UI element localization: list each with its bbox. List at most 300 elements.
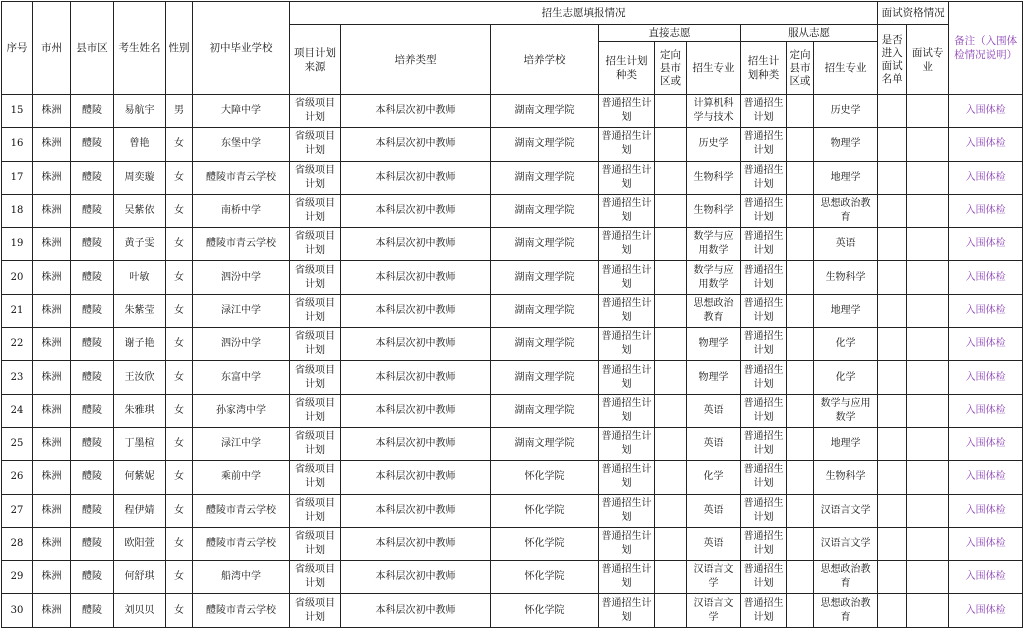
cell-oriented-county <box>655 194 687 227</box>
cell-in-interview-list <box>878 294 907 327</box>
cell-remark: 入围体检 <box>949 128 1023 161</box>
cell-seq: 26 <box>2 461 33 494</box>
cell-in-interview-list <box>878 128 907 161</box>
cell-major: 历史学 <box>687 128 741 161</box>
cell-remark: 入围体检 <box>949 494 1023 527</box>
cell-obey-major: 数学与应用数学 <box>814 394 878 427</box>
table-row <box>2 261 1023 294</box>
cell-obey-plan-type: 普通招生计划 <box>741 394 787 427</box>
table-row <box>2 461 1023 494</box>
cell-project-source: 省级项目计划 <box>290 294 341 327</box>
cell-training-type: 本科层次初中教师 <box>341 95 491 128</box>
cell-obey-major: 地理学 <box>814 161 878 194</box>
cell-city: 株洲 <box>33 294 71 327</box>
header-training-type: 培养类型 <box>341 25 491 95</box>
cell-school: 东富中学 <box>193 361 290 394</box>
header-county: 县市区 <box>71 2 114 95</box>
cell-major: 生物科学 <box>687 194 741 227</box>
cell-major: 汉语言文学 <box>687 594 741 627</box>
cell-obey-oriented-county <box>787 394 814 427</box>
cell-interview-major <box>907 294 949 327</box>
cell-project-source: 省级项目计划 <box>290 594 341 627</box>
cell-city: 株洲 <box>33 494 71 527</box>
cell-plan-type: 普通招生计划 <box>599 361 655 394</box>
cell-gender: 女 <box>166 361 193 394</box>
table-row <box>2 361 1023 394</box>
cell-seq: 30 <box>2 594 33 627</box>
cell-plan-type: 普通招生计划 <box>599 294 655 327</box>
cell-obey-major: 汉语言文学 <box>814 494 878 527</box>
cell-gender: 女 <box>166 194 193 227</box>
cell-seq: 27 <box>2 494 33 527</box>
cell-obey-major: 历史学 <box>814 95 878 128</box>
cell-oriented-county <box>655 461 687 494</box>
cell-in-interview-list <box>878 527 907 560</box>
cell-project-source: 省级项目计划 <box>290 161 341 194</box>
cell-project-source: 省级项目计划 <box>290 561 341 594</box>
cell-oriented-county <box>655 527 687 560</box>
cell-name: 谢子艳 <box>114 328 166 361</box>
cell-remark: 入围体检 <box>949 394 1023 427</box>
cell-name: 程伊婧 <box>114 494 166 527</box>
cell-in-interview-list <box>878 228 907 261</box>
cell-training-type: 本科层次初中教师 <box>341 527 491 560</box>
cell-plan-type: 普通招生计划 <box>599 328 655 361</box>
cell-gender: 女 <box>166 228 193 261</box>
table-body <box>2 95 1023 628</box>
cell-training-school: 湖南文理学院 <box>491 394 599 427</box>
cell-county: 醴陵 <box>71 128 114 161</box>
cell-in-interview-list <box>878 427 907 460</box>
cell-in-interview-list <box>878 261 907 294</box>
cell-training-type: 本科层次初中教师 <box>341 594 491 627</box>
cell-training-school: 怀化学院 <box>491 461 599 494</box>
cell-training-type: 本科层次初中教师 <box>341 328 491 361</box>
cell-in-interview-list <box>878 394 907 427</box>
cell-project-source: 省级项目计划 <box>290 427 341 460</box>
cell-training-school: 湖南文理学院 <box>491 427 599 460</box>
header-obey-oriented-county: 定向县市区或 <box>787 42 814 95</box>
cell-name: 何紫妮 <box>114 461 166 494</box>
cell-county: 醴陵 <box>71 394 114 427</box>
cell-school: 醴陵市青云学校 <box>193 228 290 261</box>
cell-interview-major <box>907 261 949 294</box>
cell-project-source: 省级项目计划 <box>290 494 341 527</box>
table-row <box>2 527 1023 560</box>
cell-major: 物理学 <box>687 361 741 394</box>
cell-oriented-county <box>655 261 687 294</box>
header-gender: 性别 <box>166 2 193 95</box>
cell-seq: 16 <box>2 128 33 161</box>
cell-interview-major <box>907 561 949 594</box>
cell-obey-plan-type: 普通招生计划 <box>741 427 787 460</box>
cell-project-source: 省级项目计划 <box>290 261 341 294</box>
cell-training-school: 湖南文理学院 <box>491 228 599 261</box>
cell-training-school: 怀化学院 <box>491 527 599 560</box>
cell-county: 醴陵 <box>71 361 114 394</box>
cell-seq: 17 <box>2 161 33 194</box>
header-project-source: 项目计划来源 <box>290 25 341 95</box>
header-application-group: 招生志愿填报情况 <box>290 2 878 25</box>
cell-county: 醴陵 <box>71 294 114 327</box>
cell-obey-plan-type: 普通招生计划 <box>741 494 787 527</box>
cell-in-interview-list <box>878 95 907 128</box>
cell-training-type: 本科层次初中教师 <box>341 427 491 460</box>
cell-interview-major <box>907 394 949 427</box>
cell-oriented-county <box>655 228 687 261</box>
admission-table <box>1 1 1023 628</box>
cell-remark: 入围体检 <box>949 161 1023 194</box>
cell-city: 株洲 <box>33 128 71 161</box>
cell-gender: 女 <box>166 328 193 361</box>
cell-project-source: 省级项目计划 <box>290 128 341 161</box>
cell-county: 醴陵 <box>71 161 114 194</box>
cell-plan-type: 普通招生计划 <box>599 494 655 527</box>
cell-school: 船湾中学 <box>193 561 290 594</box>
cell-plan-type: 普通招生计划 <box>599 194 655 227</box>
cell-county: 醴陵 <box>71 527 114 560</box>
cell-name: 欧阳萱 <box>114 527 166 560</box>
cell-seq: 28 <box>2 527 33 560</box>
cell-interview-major <box>907 161 949 194</box>
cell-training-type: 本科层次初中教师 <box>341 494 491 527</box>
table-row <box>2 328 1023 361</box>
cell-obey-oriented-county <box>787 128 814 161</box>
cell-city: 株洲 <box>33 261 71 294</box>
cell-project-source: 省级项目计划 <box>290 95 341 128</box>
cell-remark: 入围体检 <box>949 527 1023 560</box>
cell-city: 株洲 <box>33 461 71 494</box>
header-training-school: 培养学校 <box>491 25 599 95</box>
cell-training-school: 怀化学院 <box>491 494 599 527</box>
header-school: 初中毕业学校 <box>193 2 290 95</box>
cell-seq: 24 <box>2 394 33 427</box>
cell-name: 曾艳 <box>114 128 166 161</box>
cell-in-interview-list <box>878 494 907 527</box>
cell-oriented-county <box>655 95 687 128</box>
cell-obey-plan-type: 普通招生计划 <box>741 228 787 261</box>
cell-training-type: 本科层次初中教师 <box>341 461 491 494</box>
cell-remark: 入围体检 <box>949 594 1023 627</box>
table-row <box>2 228 1023 261</box>
cell-county: 醴陵 <box>71 194 114 227</box>
cell-school: 乘前中学 <box>193 461 290 494</box>
cell-major: 思想政治教育 <box>687 294 741 327</box>
cell-gender: 女 <box>166 427 193 460</box>
header-in-interview-list: 是否进入面试名单 <box>878 25 907 95</box>
cell-gender: 女 <box>166 161 193 194</box>
table-row <box>2 294 1023 327</box>
cell-in-interview-list <box>878 561 907 594</box>
cell-interview-major <box>907 228 949 261</box>
cell-in-interview-list <box>878 461 907 494</box>
header-obey-group: 服从志愿 <box>741 25 878 42</box>
table-row <box>2 594 1023 627</box>
cell-obey-major: 地理学 <box>814 427 878 460</box>
cell-plan-type: 普通招生计划 <box>599 394 655 427</box>
cell-city: 株洲 <box>33 328 71 361</box>
cell-gender: 男 <box>166 95 193 128</box>
cell-major: 汉语言文学 <box>687 561 741 594</box>
cell-obey-oriented-county <box>787 194 814 227</box>
header-obey-plan-type: 招生计划种类 <box>741 42 787 95</box>
cell-name: 朱雅琪 <box>114 394 166 427</box>
cell-obey-oriented-county <box>787 95 814 128</box>
cell-gender: 女 <box>166 294 193 327</box>
cell-interview-major <box>907 95 949 128</box>
cell-project-source: 省级项目计划 <box>290 328 341 361</box>
cell-obey-major: 思想政治教育 <box>814 561 878 594</box>
cell-training-type: 本科层次初中教师 <box>341 294 491 327</box>
cell-name: 何舒琪 <box>114 561 166 594</box>
cell-remark: 入围体检 <box>949 228 1023 261</box>
cell-obey-plan-type: 普通招生计划 <box>741 561 787 594</box>
cell-gender: 女 <box>166 594 193 627</box>
cell-training-type: 本科层次初中教师 <box>341 194 491 227</box>
table-row <box>2 128 1023 161</box>
cell-seq: 21 <box>2 294 33 327</box>
cell-obey-oriented-county <box>787 261 814 294</box>
cell-in-interview-list <box>878 361 907 394</box>
cell-city: 株洲 <box>33 394 71 427</box>
cell-obey-major: 化学 <box>814 361 878 394</box>
cell-name: 王汝欣 <box>114 361 166 394</box>
cell-seq: 19 <box>2 228 33 261</box>
header-remark: 备注（入围体检情况说明） <box>949 2 1023 95</box>
table-row <box>2 194 1023 227</box>
cell-project-source: 省级项目计划 <box>290 194 341 227</box>
cell-training-type: 本科层次初中教师 <box>341 161 491 194</box>
cell-county: 醴陵 <box>71 95 114 128</box>
cell-obey-major: 英语 <box>814 228 878 261</box>
cell-gender: 女 <box>166 394 193 427</box>
cell-major: 英语 <box>687 527 741 560</box>
cell-project-source: 省级项目计划 <box>290 228 341 261</box>
table-row <box>2 161 1023 194</box>
cell-school: 孙家湾中学 <box>193 394 290 427</box>
cell-interview-major <box>907 194 949 227</box>
cell-obey-major: 思想政治教育 <box>814 194 878 227</box>
cell-county: 醴陵 <box>71 561 114 594</box>
cell-gender: 女 <box>166 527 193 560</box>
cell-obey-oriented-county <box>787 494 814 527</box>
cell-interview-major <box>907 594 949 627</box>
cell-obey-plan-type: 普通招生计划 <box>741 161 787 194</box>
header-major: 招生专业 <box>687 42 741 95</box>
cell-interview-major <box>907 494 949 527</box>
cell-obey-plan-type: 普通招生计划 <box>741 361 787 394</box>
cell-school: 醴陵市青云学校 <box>193 527 290 560</box>
header-plan-type: 招生计划种类 <box>599 42 655 95</box>
cell-county: 醴陵 <box>71 494 114 527</box>
cell-oriented-county <box>655 128 687 161</box>
table-row <box>2 394 1023 427</box>
header-oriented-county: 定向县市区或 <box>655 42 687 95</box>
cell-remark: 入围体检 <box>949 261 1023 294</box>
cell-training-school: 怀化学院 <box>491 594 599 627</box>
cell-obey-major: 化学 <box>814 328 878 361</box>
cell-seq: 18 <box>2 194 33 227</box>
cell-obey-oriented-county <box>787 527 814 560</box>
cell-oriented-county <box>655 361 687 394</box>
cell-training-type: 本科层次初中教师 <box>341 394 491 427</box>
cell-training-school: 怀化学院 <box>491 561 599 594</box>
cell-seq: 23 <box>2 361 33 394</box>
cell-training-type: 本科层次初中教师 <box>341 561 491 594</box>
cell-training-type: 本科层次初中教师 <box>341 361 491 394</box>
cell-county: 醴陵 <box>71 228 114 261</box>
table-row <box>2 427 1023 460</box>
cell-obey-major: 物理学 <box>814 128 878 161</box>
cell-gender: 女 <box>166 494 193 527</box>
cell-plan-type: 普通招生计划 <box>599 95 655 128</box>
cell-school: 东堡中学 <box>193 128 290 161</box>
cell-school: 大障中学 <box>193 95 290 128</box>
cell-name: 叶敏 <box>114 261 166 294</box>
cell-project-source: 省级项目计划 <box>290 461 341 494</box>
header-city: 市州 <box>33 2 71 95</box>
cell-seq: 29 <box>2 561 33 594</box>
cell-obey-major: 地理学 <box>814 294 878 327</box>
table-row <box>2 95 1023 128</box>
cell-school: 南桥中学 <box>193 194 290 227</box>
cell-interview-major <box>907 128 949 161</box>
header-interview-major: 面试专业 <box>907 25 949 95</box>
cell-city: 株洲 <box>33 161 71 194</box>
cell-county: 醴陵 <box>71 328 114 361</box>
cell-obey-plan-type: 普通招生计划 <box>741 328 787 361</box>
cell-city: 株洲 <box>33 594 71 627</box>
cell-name: 周奕璇 <box>114 161 166 194</box>
cell-name: 丁墨楦 <box>114 427 166 460</box>
cell-school: 泗汾中学 <box>193 328 290 361</box>
cell-in-interview-list <box>878 194 907 227</box>
cell-obey-oriented-county <box>787 228 814 261</box>
cell-training-school: 湖南文理学院 <box>491 361 599 394</box>
cell-seq: 22 <box>2 328 33 361</box>
cell-obey-oriented-county <box>787 328 814 361</box>
cell-city: 株洲 <box>33 95 71 128</box>
cell-oriented-county <box>655 394 687 427</box>
header-obey-major: 招生专业 <box>814 42 878 95</box>
cell-obey-plan-type: 普通招生计划 <box>741 95 787 128</box>
cell-gender: 女 <box>166 128 193 161</box>
cell-major: 英语 <box>687 494 741 527</box>
cell-project-source: 省级项目计划 <box>290 527 341 560</box>
table-row <box>2 494 1023 527</box>
cell-city: 株洲 <box>33 561 71 594</box>
cell-obey-plan-type: 普通招生计划 <box>741 261 787 294</box>
cell-remark: 入围体检 <box>949 561 1023 594</box>
cell-major: 英语 <box>687 394 741 427</box>
cell-obey-major: 生物科学 <box>814 261 878 294</box>
cell-remark: 入围体检 <box>949 461 1023 494</box>
cell-county: 醴陵 <box>71 594 114 627</box>
cell-city: 株洲 <box>33 361 71 394</box>
cell-training-school: 湖南文理学院 <box>491 161 599 194</box>
cell-seq: 25 <box>2 427 33 460</box>
cell-remark: 入围体检 <box>949 194 1023 227</box>
cell-name: 黄子雯 <box>114 228 166 261</box>
cell-city: 株洲 <box>33 527 71 560</box>
cell-plan-type: 普通招生计划 <box>599 561 655 594</box>
cell-plan-type: 普通招生计划 <box>599 128 655 161</box>
cell-in-interview-list <box>878 328 907 361</box>
cell-obey-oriented-county <box>787 294 814 327</box>
cell-interview-major <box>907 461 949 494</box>
cell-major: 英语 <box>687 427 741 460</box>
cell-obey-major: 汉语言文学 <box>814 527 878 560</box>
cell-in-interview-list <box>878 161 907 194</box>
cell-city: 株洲 <box>33 194 71 227</box>
cell-interview-major <box>907 427 949 460</box>
cell-oriented-county <box>655 161 687 194</box>
cell-county: 醴陵 <box>71 427 114 460</box>
cell-obey-plan-type: 普通招生计划 <box>741 527 787 560</box>
cell-major: 数学与应用数学 <box>687 228 741 261</box>
cell-school: 醴陵市青云学校 <box>193 494 290 527</box>
cell-obey-major: 生物科学 <box>814 461 878 494</box>
cell-remark: 入围体检 <box>949 95 1023 128</box>
cell-interview-major <box>907 527 949 560</box>
cell-major: 数学与应用数学 <box>687 261 741 294</box>
cell-training-school: 湖南文理学院 <box>491 128 599 161</box>
cell-major: 生物科学 <box>687 161 741 194</box>
cell-obey-plan-type: 普通招生计划 <box>741 294 787 327</box>
cell-major: 物理学 <box>687 328 741 361</box>
cell-obey-oriented-county <box>787 461 814 494</box>
cell-obey-plan-type: 普通招生计划 <box>741 594 787 627</box>
header-direct-group: 直接志愿 <box>599 25 741 42</box>
cell-obey-major: 思想政治教育 <box>814 594 878 627</box>
cell-plan-type: 普通招生计划 <box>599 228 655 261</box>
cell-oriented-county <box>655 561 687 594</box>
cell-training-type: 本科层次初中教师 <box>341 128 491 161</box>
cell-training-school: 湖南文理学院 <box>491 328 599 361</box>
cell-oriented-county <box>655 294 687 327</box>
cell-training-type: 本科层次初中教师 <box>341 261 491 294</box>
cell-oriented-county <box>655 328 687 361</box>
cell-obey-plan-type: 普通招生计划 <box>741 128 787 161</box>
header-name: 考生姓名 <box>114 2 166 95</box>
cell-plan-type: 普通招生计划 <box>599 261 655 294</box>
cell-name: 朱紫莹 <box>114 294 166 327</box>
table-header <box>2 2 1023 95</box>
cell-name: 刘贝贝 <box>114 594 166 627</box>
cell-oriented-county <box>655 494 687 527</box>
header-interview-group: 面试资格情况 <box>878 2 949 25</box>
cell-school: 泗汾中学 <box>193 261 290 294</box>
cell-training-school: 湖南文理学院 <box>491 294 599 327</box>
cell-training-school: 湖南文理学院 <box>491 261 599 294</box>
cell-oriented-county <box>655 427 687 460</box>
cell-training-school: 湖南文理学院 <box>491 95 599 128</box>
cell-oriented-county <box>655 594 687 627</box>
cell-remark: 入围体检 <box>949 328 1023 361</box>
cell-name: 吴紫依 <box>114 194 166 227</box>
cell-interview-major <box>907 361 949 394</box>
cell-project-source: 省级项目计划 <box>290 361 341 394</box>
cell-obey-oriented-county <box>787 594 814 627</box>
cell-plan-type: 普通招生计划 <box>599 161 655 194</box>
cell-obey-plan-type: 普通招生计划 <box>741 461 787 494</box>
cell-remark: 入围体检 <box>949 294 1023 327</box>
cell-plan-type: 普通招生计划 <box>599 527 655 560</box>
cell-school: 醴陵市青云学校 <box>193 594 290 627</box>
cell-major: 计算机科学与技术 <box>687 95 741 128</box>
cell-school: 渌江中学 <box>193 294 290 327</box>
cell-school: 渌江中学 <box>193 427 290 460</box>
